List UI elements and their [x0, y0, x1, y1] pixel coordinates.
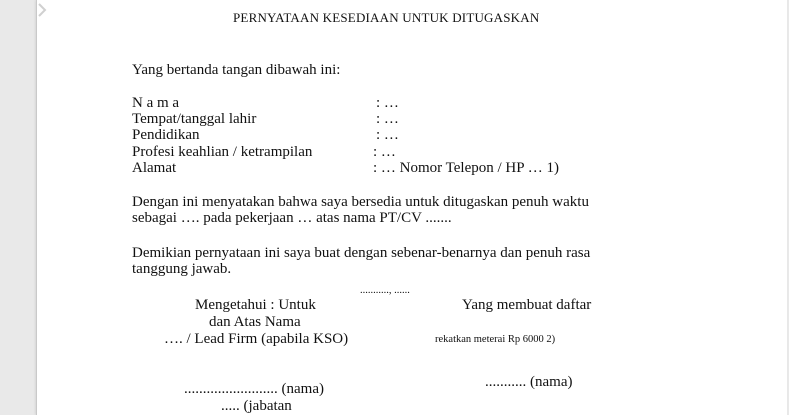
- field-value-alamat: : … Nomor Telepon / HP … 1): [373, 160, 560, 176]
- page-corner-mark: [37, 0, 59, 22]
- field-label-pendidikan: Pendidikan: [132, 127, 200, 143]
- field-value-pendidikan: : …: [376, 127, 399, 143]
- left-sign-position: ..... (jabatan: [221, 398, 292, 414]
- statement-line-1: Dengan ini menyatakan bahwa saya bersedia untuk ditugaskan penuh waktu: [132, 194, 589, 210]
- closing-line-2: tanggung jawab.: [132, 261, 232, 277]
- field-label-alamat: Alamat: [132, 160, 177, 176]
- closing-line-1: Demikian pernyataan ini saya buat dengan sebenar-benarnya dan penuh rasa: [132, 245, 591, 261]
- field-value-profesi: : …: [373, 144, 396, 160]
- field-label-nama: N a m a: [132, 95, 180, 111]
- stamp-note: rekatkan meterai Rp 6000 2): [435, 334, 556, 345]
- left-sign-line-1: Mengetahui : Untuk: [195, 297, 316, 313]
- document-page: [36, 0, 787, 415]
- right-sign-name: ........... (nama): [485, 374, 573, 390]
- field-value-nama: : …: [376, 95, 399, 111]
- left-sign-line-2: dan Atas Nama: [209, 314, 301, 330]
- right-sign-line-1: Yang membuat daftar: [462, 297, 592, 313]
- document-title: PERNYATAAN KESEDIAAN UNTUK DITUGASKAN: [233, 10, 540, 25]
- field-label-profesi: Profesi keahlian / ketrampilan: [132, 144, 313, 160]
- statement-line-2: sebagai …. pada pekerjaan … atas nama PT/CV .......: [132, 210, 452, 226]
- left-sign-name: ......................... (nama): [184, 381, 324, 397]
- place-date: ..........., ......: [360, 285, 410, 296]
- field-value-tempat-tanggal-lahir: : …: [376, 111, 399, 127]
- left-sign-line-3: …. / Lead Firm (apabila KSO): [164, 331, 349, 347]
- intro-text: Yang bertanda tangan dibawah ini:: [132, 62, 341, 78]
- field-label-tempat-tanggal-lahir: Tempat/tanggal lahir: [132, 111, 257, 127]
